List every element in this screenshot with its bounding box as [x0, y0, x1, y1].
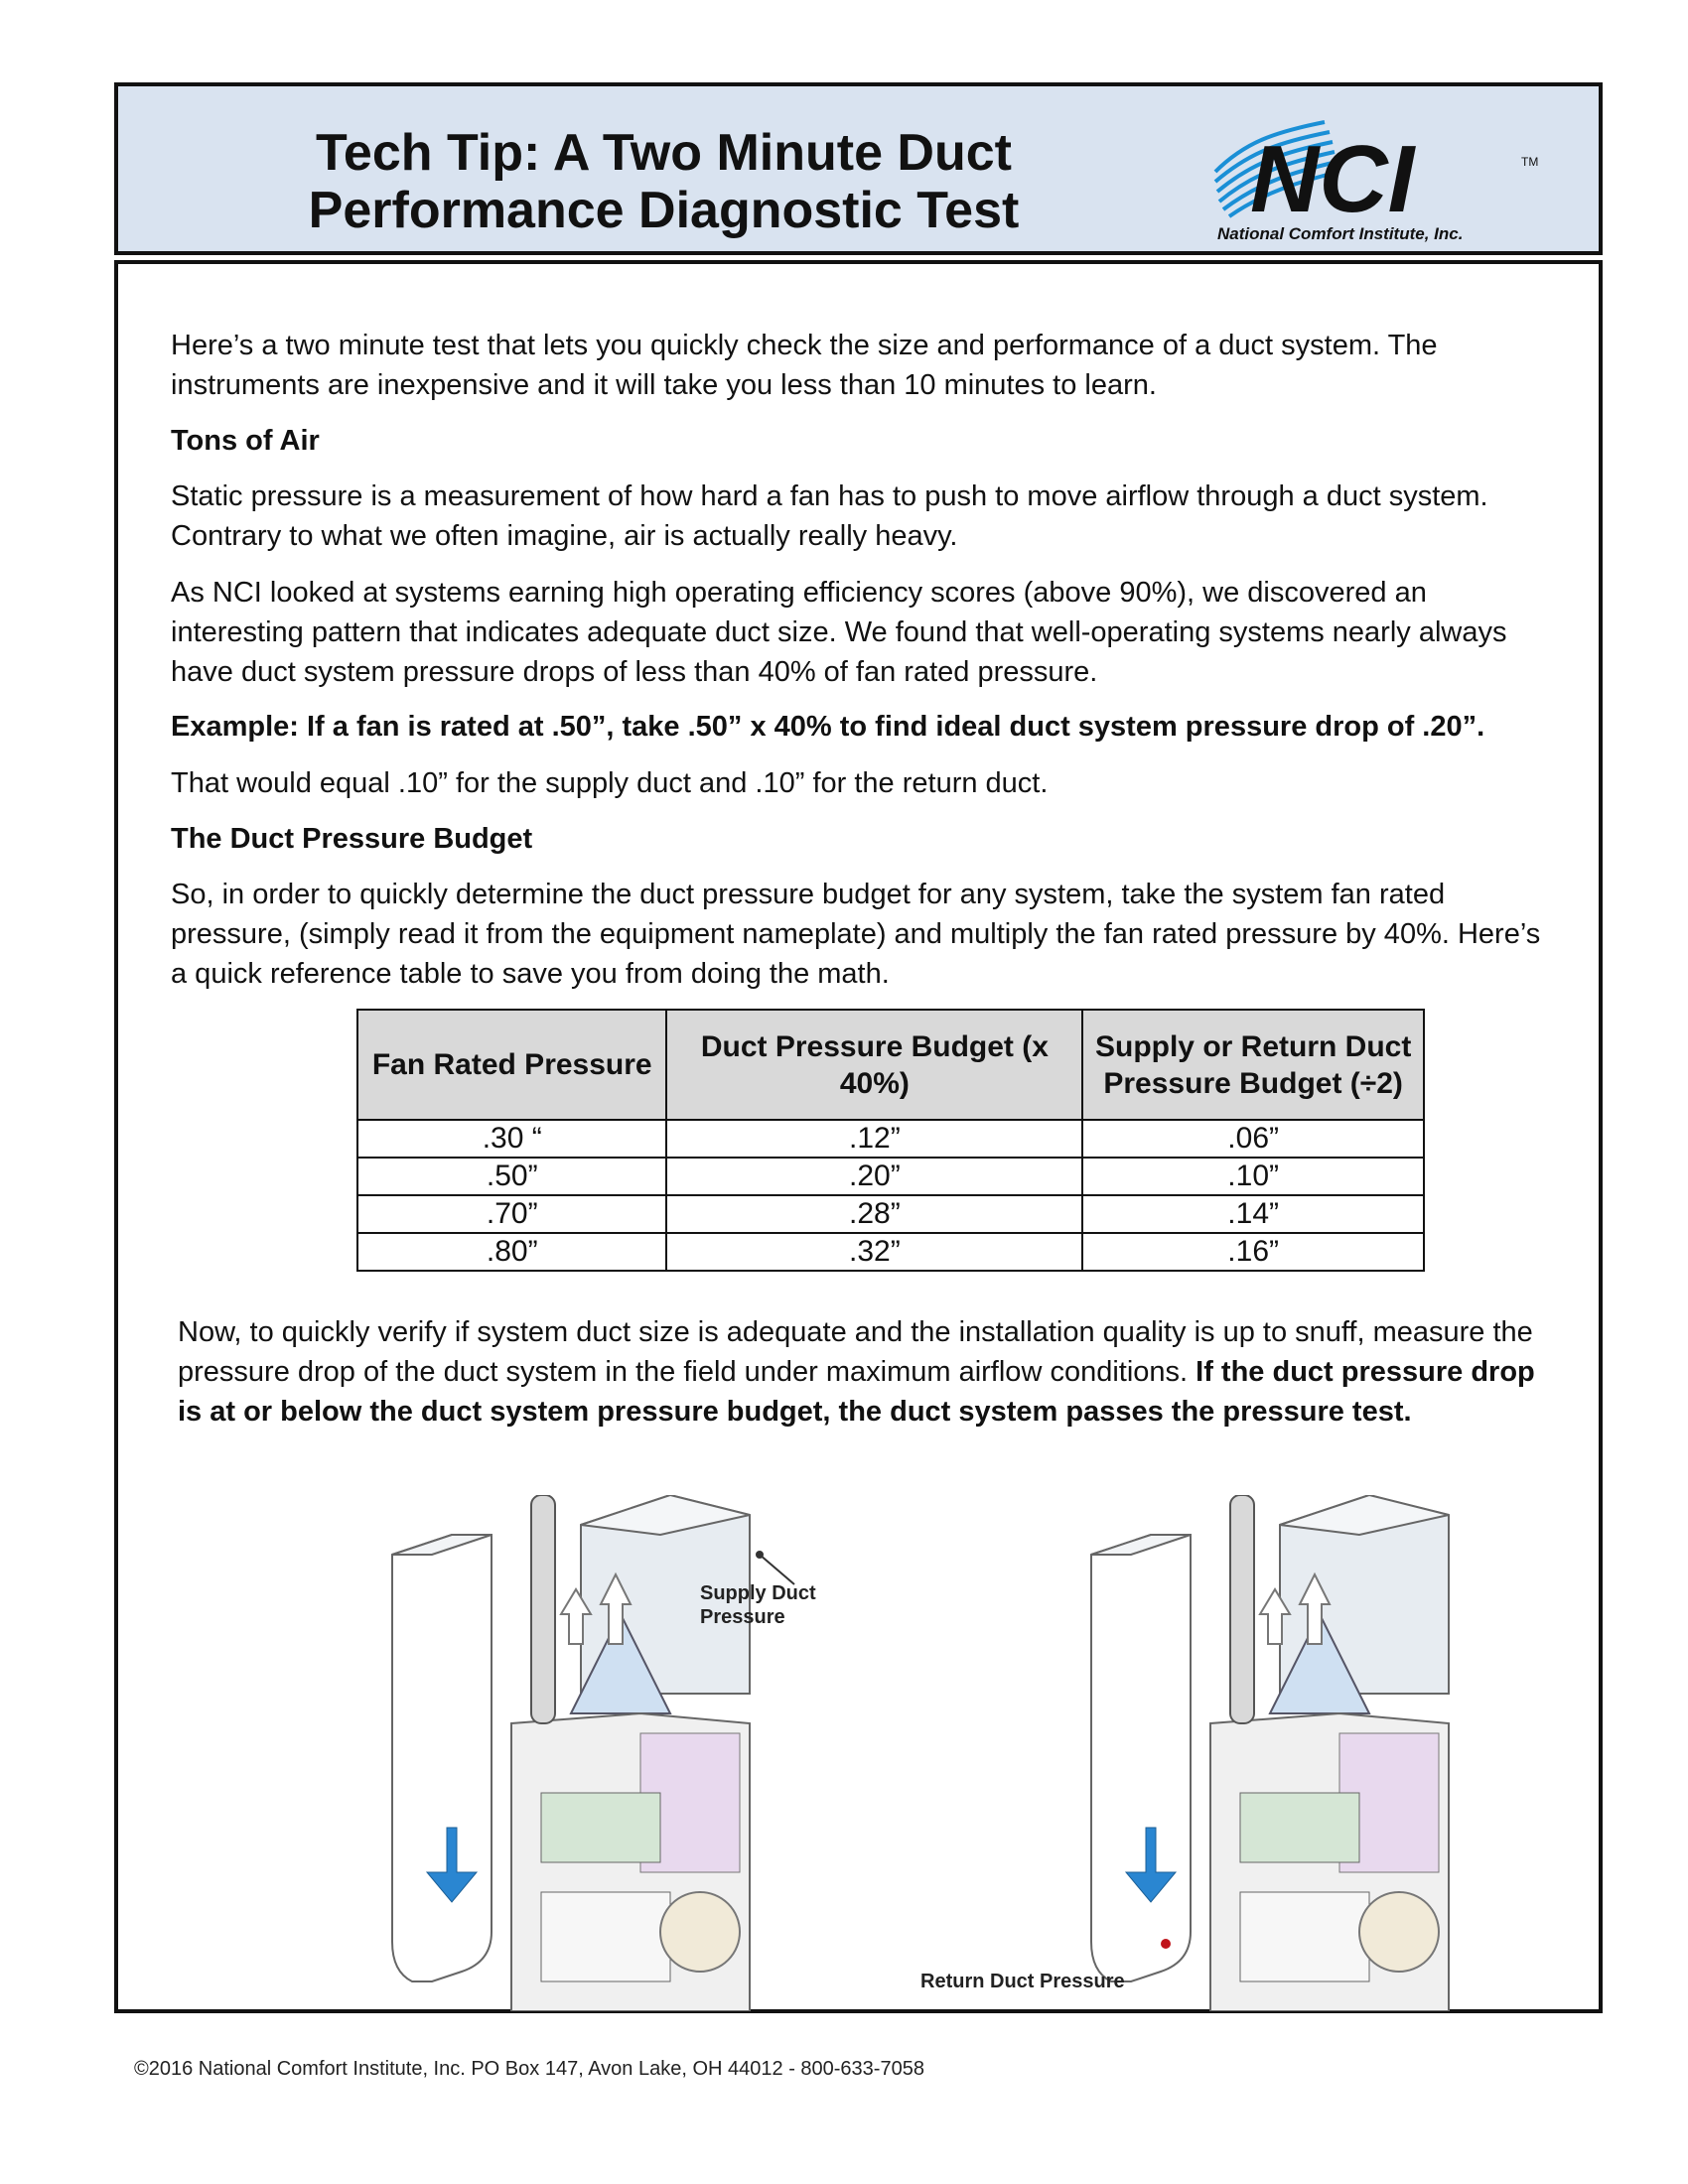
table-cell: .32”: [666, 1233, 1082, 1271]
column-header: Supply or Return Duct Pressure Budget (÷2): [1082, 1010, 1424, 1120]
furnace-supply-illustration: [372, 1495, 849, 2011]
title-line-2: Performance Diagnostic Test: [308, 182, 1020, 239]
heading-duct-pressure-budget: The Duct Pressure Budget: [171, 823, 533, 855]
table-row: [357, 1158, 1424, 1195]
return-duct-label: Return Duct Pressure: [920, 1971, 1125, 1992]
table-row: [357, 1120, 1424, 1158]
table-cell: .70”: [357, 1195, 666, 1233]
title-line-1: Tech Tip: A Two Minute Duct: [316, 124, 1012, 182]
return-pressure-point-icon: [1161, 1939, 1171, 1949]
table-row: [357, 1195, 1424, 1233]
table-cell: .50”: [357, 1158, 666, 1195]
header: [114, 82, 1603, 255]
content-frame: [114, 260, 1603, 2013]
heading-tons-of-air: Tons of Air: [171, 425, 320, 457]
footer-copyright: ©2016 National Comfort Institute, Inc. PO Box 147, Avon Lake, OH 44012 - 800-633-7058: [134, 2058, 924, 2080]
table-cell: .16”: [1082, 1233, 1424, 1271]
logo-text: NCI: [1250, 126, 1415, 232]
table-cell: .20”: [666, 1158, 1082, 1195]
table-cell: .12”: [666, 1120, 1082, 1158]
page-title: [118, 124, 1209, 239]
table-cell: .10”: [1082, 1158, 1424, 1195]
table-header-row: [357, 1010, 1424, 1120]
example-paragraph: Example: If a fan is rated at .50”, take .50” x 40% to find ideal duct system pressure drop of .20”.: [171, 711, 1485, 743]
table-cell: .28”: [666, 1195, 1082, 1233]
intro-paragraph: Here’s a two minute test that lets you quickly check the size and performance of a duct system. The instruments are inexpensive and it will take you less than 10 minutes to learn.: [171, 330, 1438, 401]
pressure-budget-table: [356, 1009, 1425, 1272]
budget-paragraph: So, in order to quickly determine the duct pressure budget for any system, take the system fan rated pressure, (simply read it from the equipment nameplate) and multiply the fan rated pressure by 40%. Here’s a quick reference table to save you from doing the math.: [171, 879, 1541, 990]
table-cell: .14”: [1082, 1195, 1424, 1233]
column-header: Fan Rated Pressure: [357, 1010, 666, 1120]
furnace-return-illustration: [1071, 1495, 1548, 2011]
verify-bold-text: If the duct pressure drop is at or below the duct system pressure budget, the duct system passes the pressure test.: [178, 1356, 1535, 1428]
static-pressure-paragraph: Static pressure is a measurement of how hard a fan has to push to move airflow through a duct system. Contrary to what we often imagine, air is actually really heavy.: [171, 480, 1488, 552]
logo-tm: TM: [1521, 155, 1539, 169]
table-cell: .30 “: [357, 1120, 666, 1158]
nci-findings-paragraph: As NCI looked at systems earning high operating efficiency scores (above 90%), we discovered an interesting pattern that indicates adequate duct size. We found that well-operating systems nearly always have duct system pressure drops of less than 40% of fan rated pressure.: [171, 577, 1507, 688]
column-header: Duct Pressure Budget (x 40%): [666, 1010, 1082, 1120]
table-cell: .06”: [1082, 1120, 1424, 1158]
verify-text: Now, to quickly verify if system duct size is adequate and the installation quality is up to snuff, measure the pressure drop of the duct system in the field under maximum airflow conditions.: [178, 1316, 1533, 1388]
table-cell: .80”: [357, 1233, 666, 1271]
table-row: [357, 1233, 1424, 1271]
logo-tagline: National Comfort Institute, Inc.: [1217, 224, 1464, 243]
supply-return-paragraph: That would equal .10” for the supply duct and .10” for the return duct.: [171, 767, 1049, 799]
nci-logo: [1205, 102, 1603, 251]
supply-duct-label: Supply Duct Pressure: [700, 1582, 816, 1628]
verify-paragraph: [178, 1312, 1558, 1432]
